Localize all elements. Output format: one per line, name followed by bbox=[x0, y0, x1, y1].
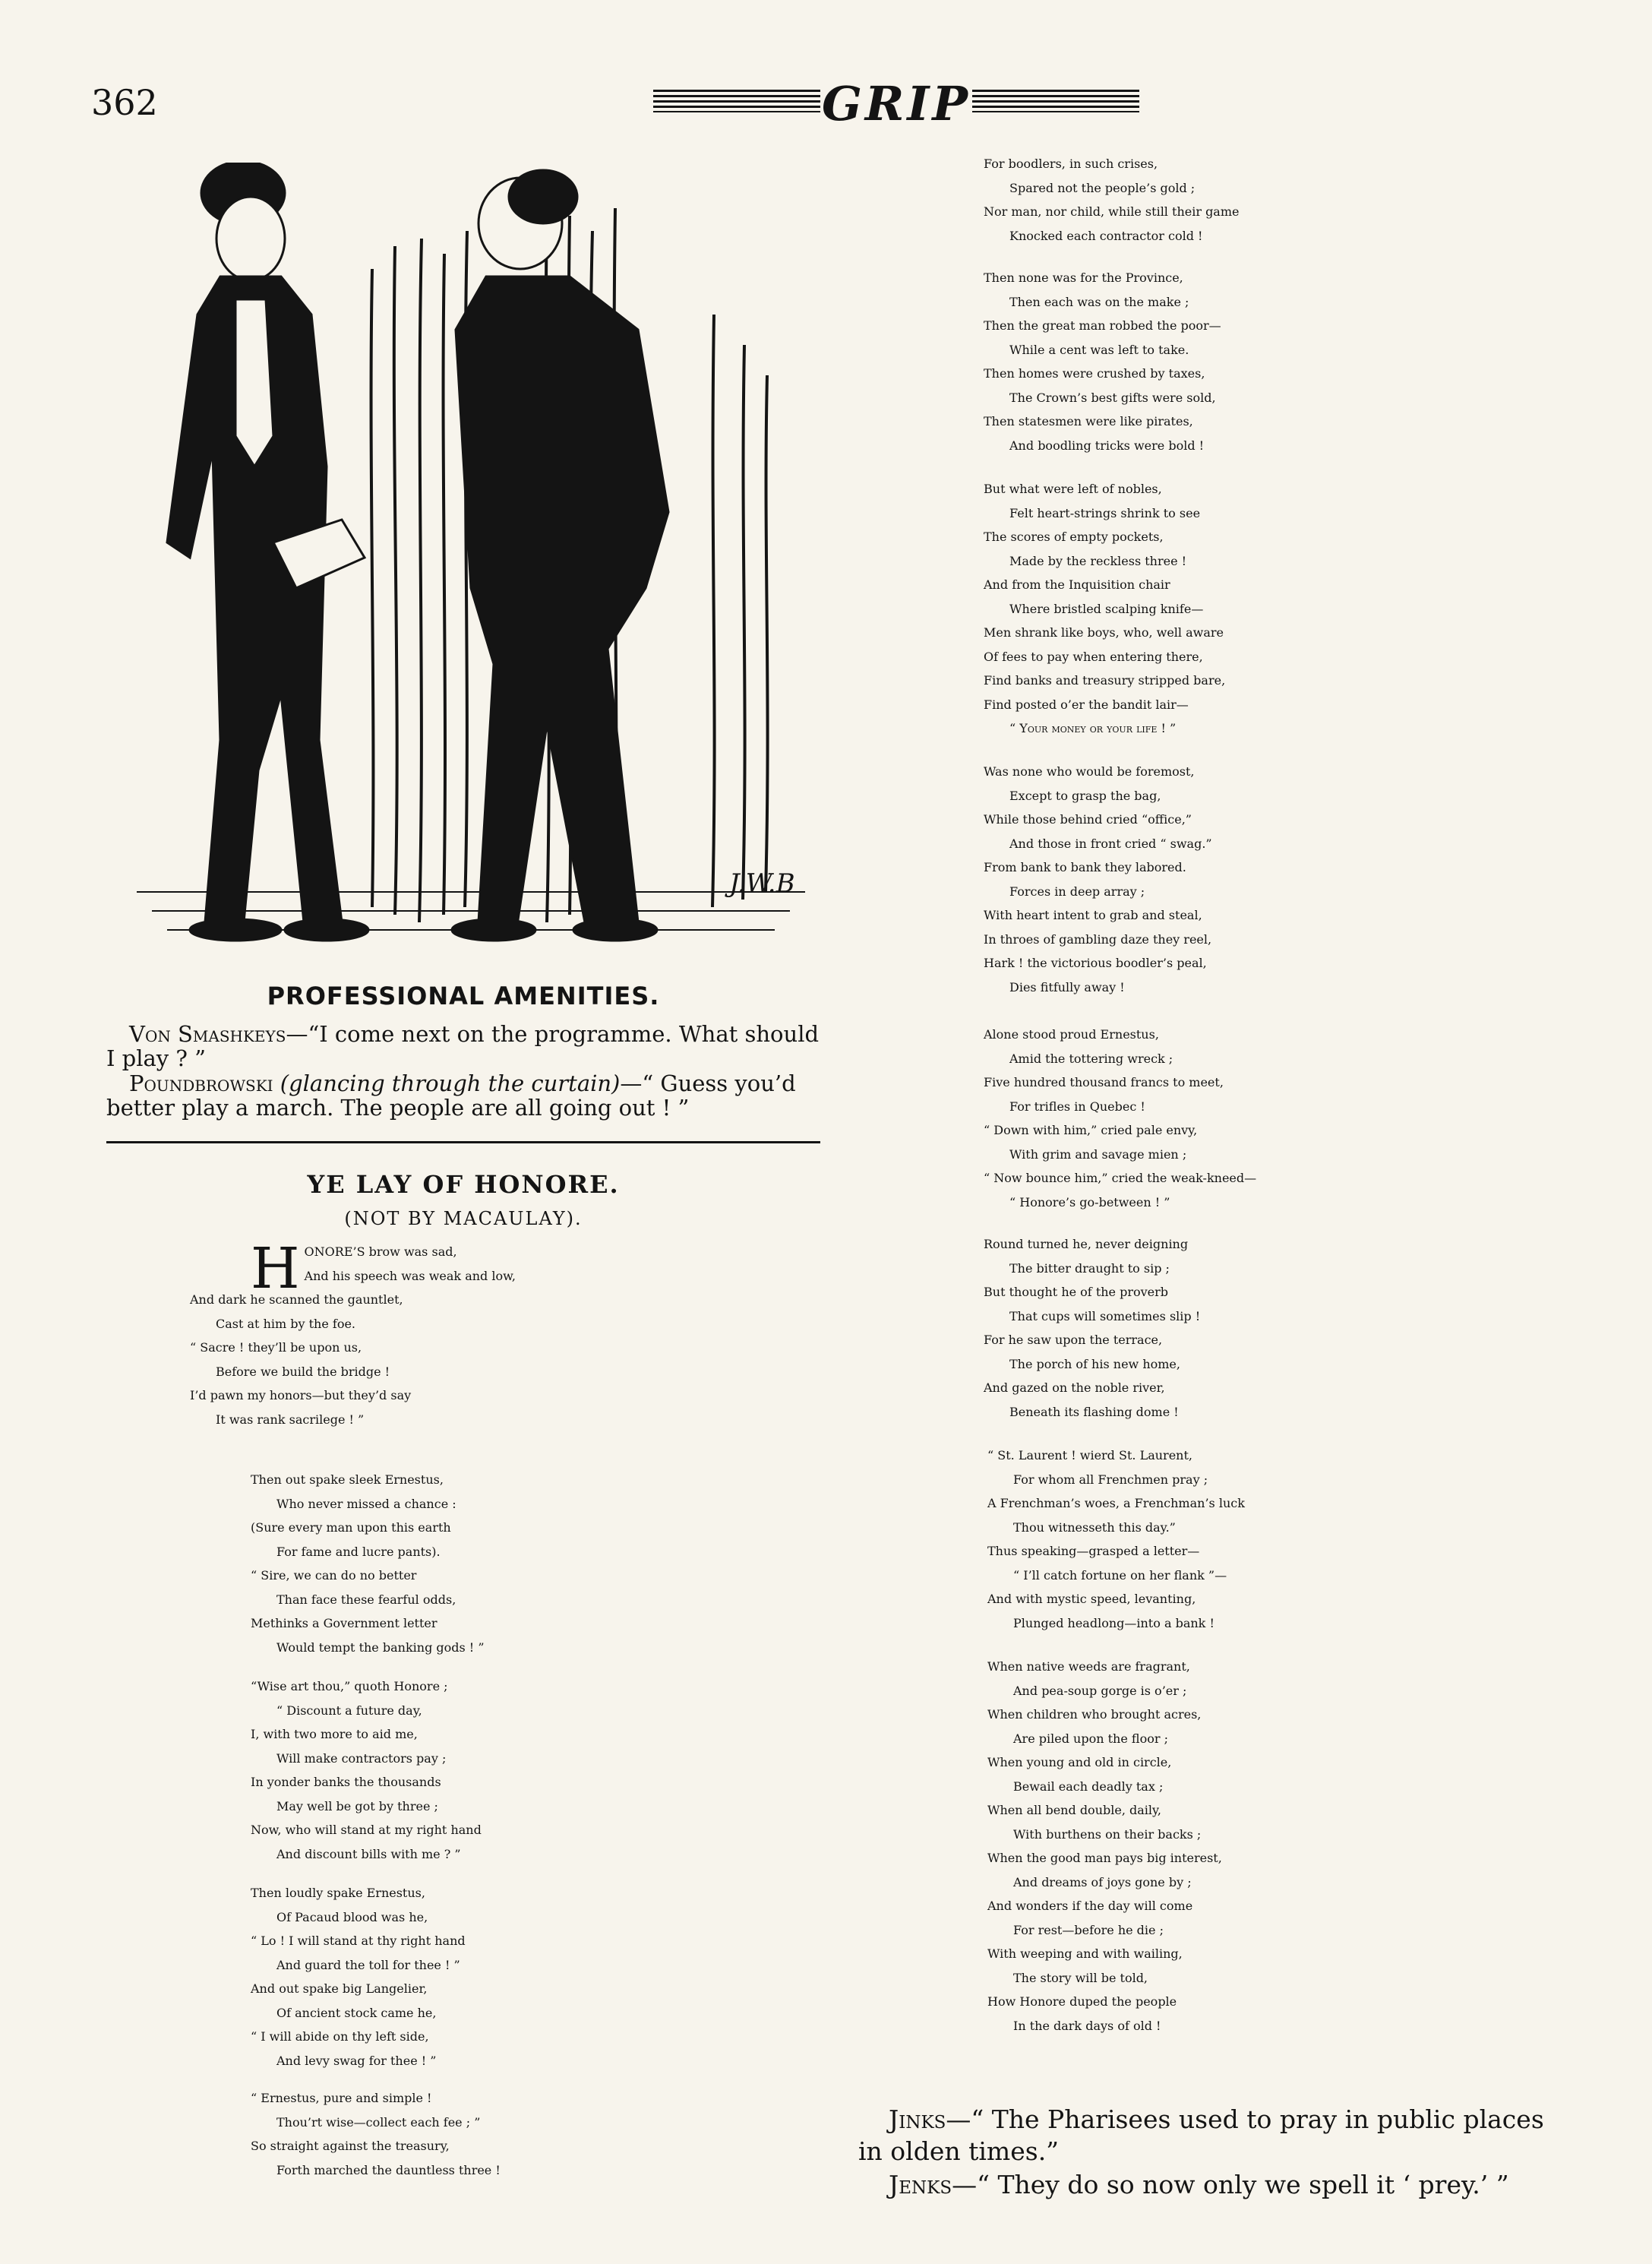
poem-line: With burthens on their backs ; bbox=[1013, 1826, 1202, 1842]
poem-line: And boodling tricks were bold ! bbox=[1009, 438, 1205, 453]
poem-line: But thought he of the proverb bbox=[984, 1285, 1169, 1299]
poem-line: In throes of gambling daze they reel, bbox=[984, 931, 1212, 947]
poem-stanza-9 bbox=[984, 764, 1212, 1004]
speaker-name: Jinks bbox=[889, 2104, 946, 2134]
poem-title: YE LAY OF HONORE. bbox=[307, 1170, 620, 1199]
poem-line: Round turned he, never deigning bbox=[984, 1237, 1189, 1251]
poem-line: And wonders if the day will come bbox=[987, 1899, 1193, 1913]
poem-line: Amid the tottering wreck ; bbox=[1009, 1051, 1173, 1066]
poem-line: Knocked each contractor cold ! bbox=[1009, 228, 1203, 243]
poem-line: Made by the reckless three ! bbox=[1009, 553, 1187, 568]
poem-line: And discount bills with me ? ” bbox=[276, 1846, 461, 1861]
joke-line-3 bbox=[858, 2170, 1587, 2200]
poem-line: Before we build the bridge ! bbox=[216, 1364, 390, 1379]
poem-line: And gazed on the noble river, bbox=[984, 1380, 1165, 1395]
poem-line: For boodlers, in such crises, bbox=[984, 157, 1158, 171]
stage-direction: (glancing through the curtain) bbox=[280, 1070, 621, 1096]
poem-line: Thou’rt wise—collect each fee ; ” bbox=[276, 2114, 481, 2130]
page-number: 362 bbox=[91, 82, 158, 123]
poem-line: And with mystic speed, levanting, bbox=[987, 1592, 1196, 1606]
poem-line: Cast at him by the foe. bbox=[216, 1316, 356, 1331]
masthead-rule-right bbox=[972, 90, 1139, 112]
poem-line: Felt heart-strings shrink to see bbox=[1009, 505, 1201, 520]
poem-line: (Sure every man upon this earth bbox=[251, 1520, 451, 1535]
poem-line: A Frenchman’s woes, a Frenchman’s luck bbox=[987, 1496, 1245, 1510]
joke-text: —“ They do so now only we spell it ‘ prey.’ ” bbox=[952, 2170, 1509, 2199]
masthead bbox=[653, 76, 1139, 129]
poem-line: And from the Inquisition chair bbox=[984, 577, 1170, 592]
poem-line: Methinks a Government letter bbox=[251, 1616, 437, 1630]
poem-line: Then none was for the Province, bbox=[984, 270, 1183, 285]
poem-line: That cups will sometimes slip ! bbox=[1009, 1308, 1201, 1323]
poem-line: Thou witnesseth this day.” bbox=[1013, 1519, 1176, 1535]
poem-line: And those in front cried “ swag.” bbox=[1009, 836, 1212, 851]
poem-stanza-6 bbox=[984, 157, 1239, 252]
poem-stanza-3 bbox=[251, 1679, 482, 1870]
poem-line: “Wise art thou,” quoth Honore ; bbox=[251, 1679, 448, 1693]
poem-line: The Crown’s best gifts were sold, bbox=[1009, 390, 1216, 405]
joke-line-2 bbox=[858, 2136, 1587, 2167]
poem-stanza-8 bbox=[984, 482, 1225, 745]
drop-cap: H bbox=[251, 1236, 300, 1301]
poem-line: “ Now bounce him,” cried the weak-kneed— bbox=[984, 1171, 1257, 1185]
poem-line: When the good man pays big interest, bbox=[987, 1851, 1222, 1865]
poem-line: Will make contractors pay ; bbox=[276, 1750, 447, 1766]
poem-line: When native weeds are fragrant, bbox=[987, 1659, 1190, 1674]
poem-line: When young and old in circle, bbox=[987, 1755, 1172, 1769]
poem-line: How Honore duped the people bbox=[987, 1994, 1177, 2009]
poem-line: So straight against the treasury, bbox=[251, 2139, 450, 2153]
poem-stanza-12 bbox=[987, 1448, 1245, 1640]
poem-line: “ St. Laurent ! wierd St. Laurent, bbox=[987, 1448, 1192, 1462]
poem-line: In yonder banks the thousands bbox=[251, 1775, 441, 1789]
poem-line: Find banks and treasury stripped bare, bbox=[984, 673, 1226, 688]
poem-line: The bitter draught to sip ; bbox=[1009, 1260, 1170, 1276]
dialog-text: —“I come next on the programme. What should I play ? ” bbox=[106, 1021, 820, 1071]
poem-line: And pea-soup gorge is o’er ; bbox=[1013, 1683, 1187, 1698]
poem-line: When children who brought acres, bbox=[987, 1707, 1202, 1722]
poem-line: Than face these fearful odds, bbox=[276, 1592, 456, 1607]
poem-line: When all bend double, daily, bbox=[987, 1803, 1162, 1817]
man-right-figure bbox=[452, 170, 668, 941]
poem-line: Hark ! the victorious boodler’s peal, bbox=[984, 956, 1207, 970]
cartoon-signature: J.W.B bbox=[729, 868, 795, 899]
poem-stanza-5 bbox=[251, 2091, 501, 2187]
poem-line: Are piled upon the floor ; bbox=[1013, 1731, 1168, 1746]
poem-line: With weeping and with wailing, bbox=[987, 1946, 1183, 1961]
poem-line: “ I will abide on thy left side, bbox=[251, 2029, 429, 2044]
poem-subtitle: (NOT BY MACAULAY). bbox=[344, 1208, 583, 1229]
poem-line: Plunged headlong—into a bank ! bbox=[1013, 1615, 1215, 1630]
poem-line: For rest—before he die ; bbox=[1013, 1922, 1164, 1937]
poem-line: Alone stood proud Ernestus, bbox=[984, 1027, 1159, 1042]
masthead-title: GRIP bbox=[821, 76, 971, 131]
poem-line: “ Sacre ! they’ll be upon us, bbox=[190, 1340, 362, 1355]
poem-line: In the dark days of old ! bbox=[1013, 2018, 1161, 2033]
cartoon-illustration bbox=[122, 163, 820, 968]
man-left-figure bbox=[167, 163, 368, 941]
poem-line: Would tempt the banking gods ! ” bbox=[276, 1640, 485, 1655]
poem-line: Five hundred thousand francs to meet, bbox=[984, 1075, 1224, 1089]
cartoon-title: PROFESSIONAL AMENITIES. bbox=[267, 982, 660, 1010]
poem-line: Of ancient stock came he, bbox=[276, 2005, 437, 2020]
poem-line: “ Sire, we can do no better bbox=[251, 1568, 417, 1583]
poem-line: Bewail each deadly tax ; bbox=[1013, 1779, 1164, 1794]
poem-line: “ Honore’s go-between ! ” bbox=[1009, 1194, 1170, 1209]
poem-line: And his speech was weak and low, bbox=[304, 1268, 516, 1283]
dialog-text: —“ Guess you’d better play a march. The people are all going out ! ” bbox=[106, 1070, 796, 1121]
poem-line: Except to grasp the bag, bbox=[1009, 788, 1161, 803]
masthead-rule-left bbox=[653, 90, 820, 112]
poem-line: From bank to bank they labored. bbox=[984, 860, 1186, 874]
poem-line: With grim and savage mien ; bbox=[1009, 1146, 1187, 1162]
poem-line: Then out spake sleek Ernestus, bbox=[251, 1472, 444, 1487]
poem-line: The story will be told, bbox=[1013, 1970, 1148, 1985]
poem-line: “ Down with him,” cried pale envy, bbox=[984, 1123, 1198, 1137]
poem-line: I, with two more to aid me, bbox=[251, 1727, 418, 1741]
poem-line: Where bristled scalping knife— bbox=[1009, 601, 1204, 616]
poem-line: For trifles in Quebec ! bbox=[1009, 1099, 1145, 1114]
poem-line: Then loudly spake Ernestus, bbox=[251, 1886, 425, 1900]
poem-line: May well be got by three ; bbox=[276, 1798, 438, 1813]
poem-line: “ Your money or your life ! ” bbox=[1009, 721, 1177, 735]
poem-line: For he saw upon the terrace, bbox=[984, 1333, 1163, 1347]
poem-line: Was none who would be foremost, bbox=[984, 764, 1195, 779]
poem-line: And levy swag for thee ! ” bbox=[276, 2053, 437, 2068]
poem-line: Then homes were crushed by taxes, bbox=[984, 366, 1205, 381]
poem-line: And out spake big Langelier, bbox=[251, 1981, 428, 1996]
poem-line: And dreams of joys gone by ; bbox=[1013, 1874, 1192, 1889]
poem-line: Spared not the people’s gold ; bbox=[1009, 180, 1196, 195]
speaker-name: Von Smashkeys bbox=[129, 1021, 286, 1047]
poem-line: “ Ernestus, pure and simple ! bbox=[251, 2091, 432, 2105]
poem-line: Then each was on the make ; bbox=[1009, 294, 1189, 309]
joke-text: in olden times.” bbox=[858, 2136, 1060, 2166]
speaker-name: Poundbrowski bbox=[129, 1070, 273, 1096]
poem-stanza-11 bbox=[984, 1237, 1200, 1428]
poem-line: And dark he scanned the gauntlet, bbox=[190, 1292, 403, 1307]
poem-line: The scores of empty pockets, bbox=[984, 530, 1164, 544]
poem-line: The porch of his new home, bbox=[1009, 1356, 1180, 1371]
poem-line: For fame and lucre pants). bbox=[276, 1544, 441, 1559]
section-divider bbox=[106, 1141, 820, 1143]
cartoon-dialog-1 bbox=[106, 1022, 820, 1070]
poem-line: Forth marched the dauntless three ! bbox=[276, 2162, 501, 2177]
poem-stanza-1 bbox=[190, 1236, 828, 1436]
poem-line: “ Discount a future day, bbox=[276, 1703, 422, 1718]
poem-line: While those behind cried “office,” bbox=[984, 812, 1192, 827]
poem-line: Then the great man robbed the poor— bbox=[984, 318, 1221, 333]
poem-stanza-13 bbox=[987, 1659, 1222, 2042]
poem-line: But what were left of nobles, bbox=[984, 482, 1162, 496]
poem-line: Of Pacaud blood was he, bbox=[276, 1909, 428, 1924]
poem-line: Then statesmen were like pirates, bbox=[984, 414, 1193, 428]
speaker-name: Jenks bbox=[889, 2170, 952, 2199]
poem-line: Of fees to pay when entering there, bbox=[984, 649, 1203, 664]
poem-line: Thus speaking—grasped a letter— bbox=[987, 1544, 1200, 1558]
poem-stanza-10 bbox=[984, 1027, 1256, 1219]
poem-stanza-4 bbox=[251, 1886, 466, 2077]
poem-stanza-7 bbox=[984, 270, 1221, 462]
poem-line: Now, who will stand at my right hand bbox=[251, 1823, 482, 1837]
poem-line: Beneath its flashing dome ! bbox=[1009, 1404, 1179, 1419]
poem-line: Who never missed a chance : bbox=[276, 1496, 456, 1511]
poem-line: “ Lo ! I will stand at thy right hand bbox=[251, 1934, 466, 1948]
poem-line: With heart intent to grab and steal, bbox=[984, 908, 1202, 922]
joke-line-1 bbox=[858, 2104, 1587, 2135]
poem-stanza-2 bbox=[251, 1472, 485, 1664]
poem-line: I’d pawn my honors—but they’d say bbox=[190, 1388, 412, 1402]
poem-line: For whom all Frenchmen pray ; bbox=[1013, 1472, 1208, 1487]
poem-line: Forces in deep array ; bbox=[1009, 884, 1145, 899]
poem-line: Dies fitfully away ! bbox=[1009, 979, 1125, 994]
joke-text: —“ The Pharisees used to pray in public places bbox=[946, 2104, 1544, 2134]
poem-line: It was rank sacrilege ! ” bbox=[216, 1412, 365, 1427]
cartoon-dialog-2 bbox=[106, 1071, 820, 1120]
poem-line: Nor man, nor child, while still their game bbox=[984, 204, 1240, 219]
poem-line: While a cent was left to take. bbox=[1009, 342, 1189, 357]
poem-line: “ I’ll catch fortune on her flank ”— bbox=[1013, 1567, 1227, 1583]
poem-line: ONORE’S brow was sad, bbox=[304, 1244, 457, 1259]
poem-line: And guard the toll for thee ! ” bbox=[276, 1957, 460, 1972]
poem-line: Men shrank like boys, who, well aware bbox=[984, 625, 1224, 640]
poem-line: Find posted o’er the bandit lair— bbox=[984, 697, 1189, 712]
